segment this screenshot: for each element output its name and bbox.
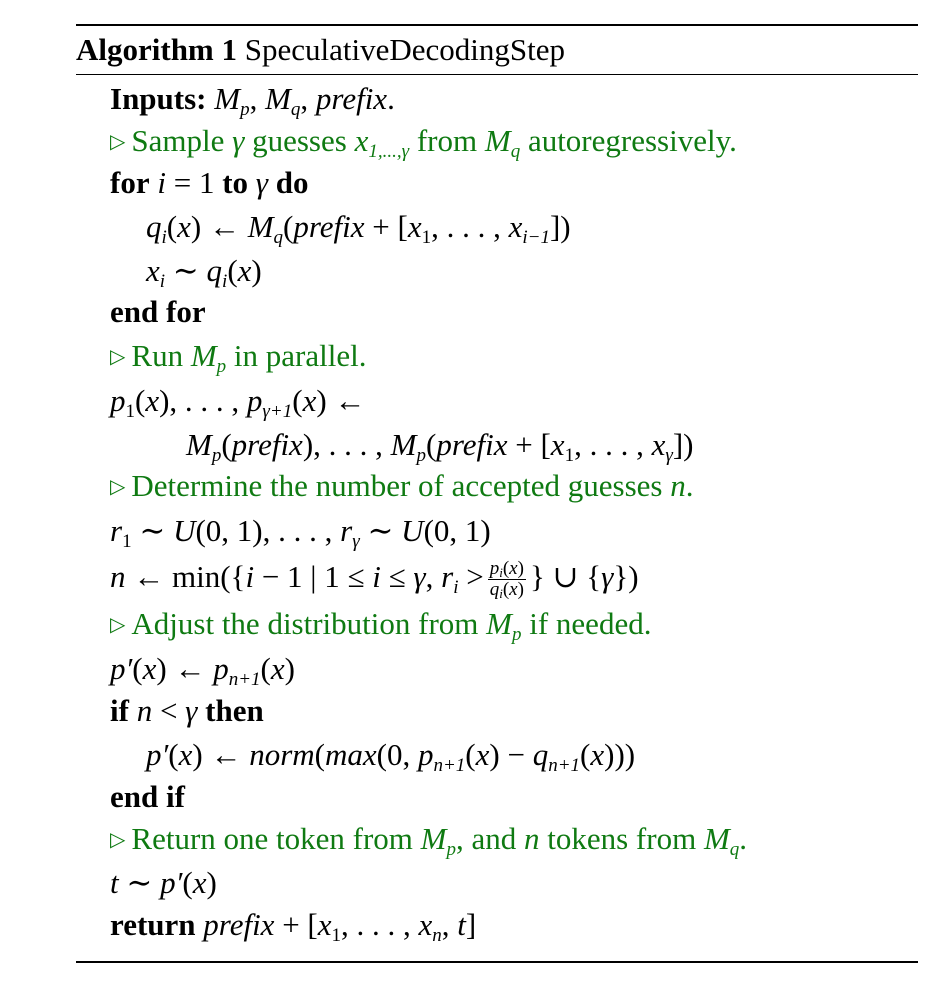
- line-x-sample: $x_i$ ∼ $q_i(x)$: [146, 253, 262, 292]
- line-n-assign: n ← min({i − 1 | 1 ≤ i ≤ γ, $r_i$ > $\frac{p_i(x)}{q_i(x)}$ } ∪ {γ}): [110, 558, 639, 602]
- line-t-sample: t ∼ p′(x): [110, 865, 217, 900]
- bottom-rule: [76, 961, 918, 963]
- comment-triangle-icon: ▷: [110, 131, 126, 153]
- line-p-assign: $p_1(x)$, . . . , $p_{\gamma+1}(x)$ ←: [110, 383, 366, 422]
- line-r-sample: $r_1$ ∼ U(0, 1), . . . , $r_\gamma$ ∼ U(0, 1): [110, 513, 491, 552]
- line-end-if: [110, 776, 185, 818]
- comment-triangle-icon: ▷: [110, 829, 126, 851]
- comment-sample: ▷ Sample γ guesses $x_{1,...,\gamma}$ from $M_q$ autoregressively.: [110, 123, 737, 162]
- line-if: if n < γ then: [110, 693, 264, 728]
- algorithm-label: Algorithm 1: [76, 32, 238, 67]
- algorithm-header: [76, 31, 565, 69]
- to-keyword: to: [222, 165, 249, 200]
- ratio-fraction: $\frac{p_i(x)}{q_i(x)}$: [489, 558, 524, 602]
- line-inputs: Inputs: $M_p$, $M_q$, prefix.: [110, 81, 395, 120]
- top-rule: [76, 24, 918, 26]
- line-return: return prefix + [$x_1$, . . . , $x_n$, t]: [110, 907, 477, 946]
- if-keyword: if: [110, 693, 129, 728]
- line-end-for: [110, 291, 206, 333]
- comment-triangle-icon: ▷: [110, 614, 126, 636]
- line-for: for i = 1 to γ do: [110, 165, 309, 200]
- then-keyword: then: [205, 693, 264, 728]
- end-if-keyword: end if: [110, 779, 185, 814]
- return-keyword: return: [110, 907, 196, 942]
- inputs-keyword: Inputs:: [110, 81, 207, 116]
- header-rule: [76, 74, 918, 75]
- line-q-assign: $q_i(x)$ ← $M_q(prefix + [x_1$, . . . , $x_{i-1}$]): [146, 209, 571, 248]
- comment-run: ▷ Run $M_p$ in parallel.: [110, 338, 367, 377]
- comment-triangle-icon: ▷: [110, 346, 126, 368]
- line-pprime-assign: p′(x) ← $p_{n+1}(x)$: [110, 651, 295, 690]
- comment-return: ▷ Return one token from $M_p$, and n tokens from $M_q$.: [110, 821, 748, 860]
- algorithm-title: SpeculativeDecodingStep: [244, 32, 566, 67]
- comment-determine: ▷ Determine the number of accepted guesses n.: [110, 465, 693, 507]
- line-p-assign-cont: $M_p(prefix)$, . . . , $M_p(prefix + [x_1$, . . . , $x_\gamma$]): [186, 427, 694, 466]
- do-keyword: do: [275, 165, 309, 200]
- end-for-keyword: end for: [110, 294, 206, 329]
- for-keyword: for: [110, 165, 150, 200]
- line-pprime-norm: p′(x) ← norm(max(0, $p_{n+1}(x) - q_{n+1}(x)$)): [146, 737, 636, 776]
- comment-adjust: ▷ Adjust the distribution from $M_p$ if needed.: [110, 606, 652, 645]
- comment-triangle-icon: ▷: [110, 476, 126, 498]
